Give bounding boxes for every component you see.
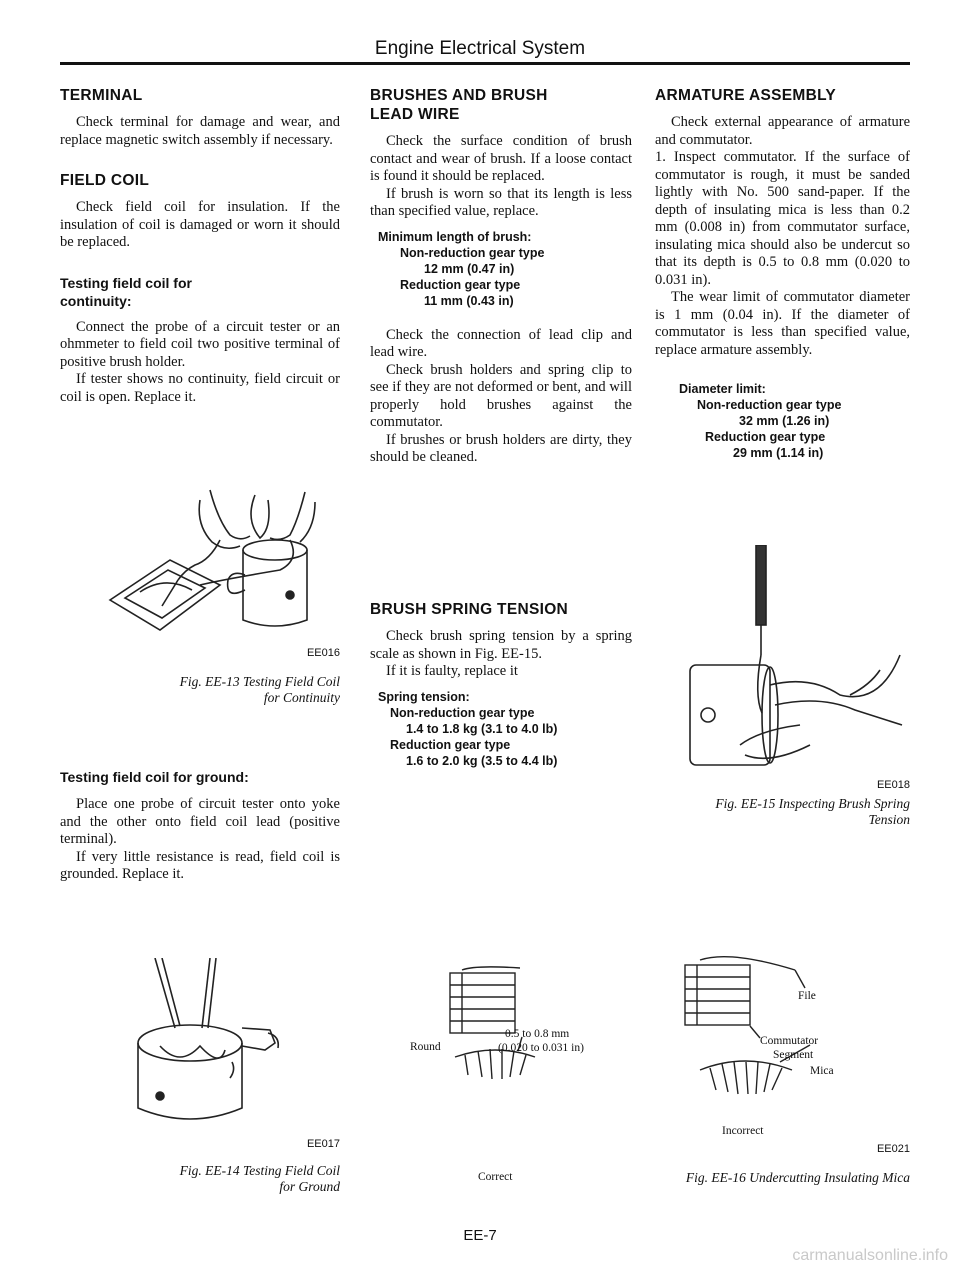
page-number: EE-7: [463, 1227, 497, 1244]
brush-red-label: Reduction gear type: [400, 277, 521, 292]
mica-label: Mica: [810, 1065, 834, 1077]
page-header: Engine Electrical System: [374, 38, 586, 59]
tension-nonred-label: Non-reduction gear type: [390, 705, 535, 720]
fig-ee13-code: EE016: [306, 647, 340, 659]
column-middle: [370, 80, 632, 467]
fig-ee15-illustration: [680, 545, 910, 770]
clip-text-3: If brushes or brush holders are dirty, they should be cleaned.: [370, 431, 632, 465]
round-label: Round: [410, 1041, 441, 1053]
file-label: File: [798, 990, 816, 1002]
fig-ee16-correct: [410, 965, 630, 1195]
commutator-correct-drawing: [410, 965, 630, 1085]
min-length-label: Minimum length of brush:: [378, 229, 532, 244]
column-left: [60, 80, 340, 406]
ground-heading: Testing field coil for ground:: [60, 769, 249, 785]
armature-text-1: Check external appearance of armature and commutator.: [655, 114, 910, 148]
continuity-heading-2: continuity:: [60, 292, 132, 309]
continuity-heading-1: Testing field coil for: [60, 274, 192, 291]
diam-label: Diameter limit:: [679, 382, 766, 396]
yoke-ground-drawing: [120, 958, 300, 1128]
dim-label-1: 0.5 to 0.8 mm: [505, 1028, 570, 1040]
fig-ee14-caption-2: for Ground: [279, 1179, 340, 1194]
diam-red-label: Reduction gear type: [705, 430, 826, 444]
armature-text-2: 1. Inspect commutator. If the surface of commutator is rough, it must be sanded lightly with No. 500 sand-paper. If the depth of insulating mica is less than 0.2 mm (0.008 in) from commutator surface, insulating mica should also be undercut so that its depth is 0.5 to 0.8 mm (0.020 to 0.031 in).: [655, 149, 910, 288]
fig-ee15-caption-1: Fig. EE-15 Inspecting Brush Spring: [715, 796, 910, 811]
tension-red-label: Reduction gear type: [390, 737, 511, 752]
tension-red-value: 1.6 to 2.0 kg (3.5 to 4.4 lb): [406, 753, 558, 768]
spring-scale-drawing: [680, 545, 910, 770]
fig-ee13-caption-2: for Continuity: [263, 690, 340, 705]
fig-ee16-incorrect: [670, 950, 910, 1160]
diam-red-value: 29 mm (1.14 in): [733, 446, 824, 460]
spring-text-1: Check brush spring tension by a spring scale as shown in Fig. EE-15.: [370, 628, 632, 662]
brush-nonred-value: 12 mm (0.47 in): [424, 261, 515, 276]
terminal-heading: TERMINAL: [60, 87, 143, 104]
fig-ee14-code: EE017: [306, 1138, 340, 1150]
brush-red-value: 11 mm (0.43 in): [424, 293, 514, 308]
clip-text-2: Check brush holders and spring clip to see if they are not deformed or bent, and will properly hold brushes against the commutator.: [370, 361, 632, 430]
diam-nonred-value: 32 mm (1.26 in): [739, 414, 830, 428]
continuity-text-1: Connect the probe of a circuit tester or an ohmmeter to field coil two positive terminal of positive brush holder.: [60, 318, 340, 370]
header-rule: [60, 62, 910, 65]
tension-nonred-value: 1.4 to 1.8 kg (3.1 to 4.0 lb): [406, 721, 558, 736]
fig-ee14-illustration: [120, 958, 300, 1128]
fig-ee13-caption-1: Fig. EE-13 Testing Field Coil: [179, 674, 340, 689]
correct-label: Correct: [478, 1171, 513, 1183]
watermark: carmanualsonline.info: [792, 1247, 948, 1264]
column-middle-spring: [370, 600, 632, 769]
fig-ee13-illustration: [100, 480, 340, 645]
field-coil-heading: FIELD COIL: [60, 172, 150, 189]
fig-ee16-caption: Fig. EE-16 Undercutting Insulating Mica: [685, 1170, 910, 1185]
dim-label-2: (0.020 to 0.031 in): [498, 1042, 584, 1054]
diam-nonred-label: Non-reduction gear type: [697, 398, 842, 412]
spring-text-2: If it is faulty, replace it: [386, 663, 518, 679]
incorrect-label: Incorrect: [722, 1125, 764, 1137]
continuity-text-2: If tester shows no continuity, field circuit or coil is open. Replace it.: [60, 371, 340, 405]
commutator-incorrect-drawing: [670, 950, 910, 1100]
armature-heading: ARMATURE ASSEMBLY: [655, 87, 837, 104]
brushes-heading-1: BRUSHES AND BRUSH: [370, 87, 548, 104]
fig-ee14-caption-1: Fig. EE-14 Testing Field Coil: [179, 1163, 340, 1178]
brushes-heading-2: LEAD WIRE: [370, 106, 460, 123]
clip-text-1: Check the connection of lead clip and lead wire.: [370, 326, 632, 360]
commutator-label: Commutator: [760, 1035, 819, 1047]
fig-ee16-code: EE021: [876, 1143, 910, 1155]
fig-ee15-code: EE018: [876, 779, 910, 791]
column-left-ground: [60, 768, 340, 884]
brushes-text-1: Check the surface condition of brush contact and wear of brush. If a loose contact is found it should be replaced.: [370, 133, 632, 184]
armature-text-3: The wear limit of commutator diameter is 1 mm (0.04 in). If the diameter of commutator is less than specified value, replace armature assembly.: [655, 289, 910, 358]
tester-and-coil-drawing: [100, 480, 340, 645]
ground-text-1: Place one probe of circuit tester onto yoke and the other onto field coil lead (positive terminal).: [60, 796, 340, 847]
segment-label: Segment: [773, 1049, 814, 1061]
brush-nonred-label: Non-reduction gear type: [400, 245, 545, 260]
field-coil-text: Check field coil for insulation. If the insulation of coil is damaged or worn it should be replaced.: [60, 199, 340, 250]
spring-heading: BRUSH SPRING TENSION: [370, 601, 569, 618]
fig-ee15-caption-2: Tension: [868, 812, 910, 827]
tension-label: Spring tension:: [378, 689, 470, 704]
ground-text-2: If very little resistance is read, field coil is grounded. Replace it.: [60, 848, 340, 882]
column-right: [655, 80, 910, 461]
brushes-text-2: If brush is worn so that its length is less than specified value, replace.: [370, 185, 632, 219]
terminal-text: Check terminal for damage and wear, and replace magnetic switch assembly if necessary.: [60, 114, 340, 148]
